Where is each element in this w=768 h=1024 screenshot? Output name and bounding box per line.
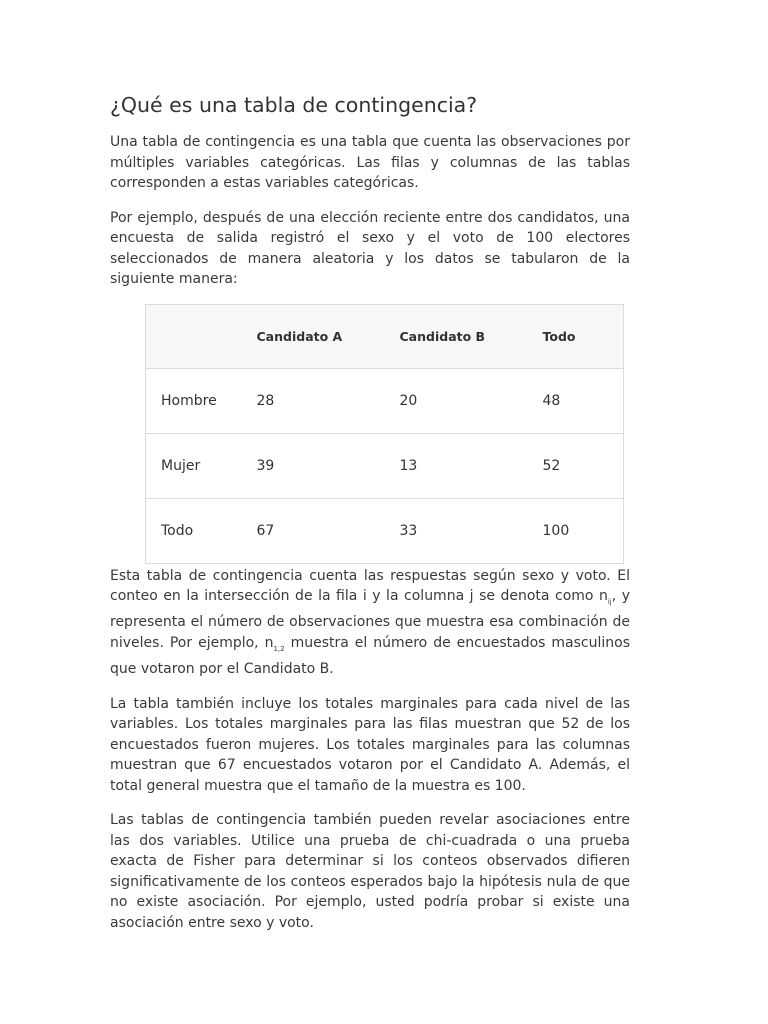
table-header-cell [146,304,257,368]
table-row-label: Mujer [146,433,257,498]
table-header-cell: Todo [543,304,624,368]
explanation-text-c: muestra el número de encuestados masculinos que votaron por el Candidato B. [110,634,630,678]
table-row-label: Todo [146,498,257,563]
paragraph-marginal-totals: La tabla también incluye los totales marginales para cada nivel de las variables. Los totales marginales para las filas muestran que 52 de los encuestados fueron mujeres. Los totales marginales para las columnas muestran que 67 encuestados votaron por el Candidato A. Además, el total general muestra que el tamaño de la muestra es 100. [110,695,630,794]
page-title: ¿Qué es una tabla de contingencia? [110,93,478,117]
table-row [146,433,624,498]
table-cell: 52 [543,433,624,498]
table-cell: 100 [543,498,624,563]
table-header-cell: Candidato B [400,304,543,368]
paragraph-intro: Una tabla de contingencia es una tabla que cuenta las observaciones por múltiples variables categóricas. Las filas y columnas de las tablas corresponden a estas variables categóricas. [110,134,630,191]
explanation-text-b: , y representa el número de observaciones que muestra esa combinación de niveles. Por ejemplo, n [110,588,630,651]
table-cell: 13 [400,433,543,498]
contingency-table-wrapper [145,304,623,564]
paragraph-explanation [110,566,630,680]
subscript-ij: ij [607,597,612,606]
table-row-label: Hombre [146,368,257,433]
table-cell: 33 [400,498,543,563]
table-cell: 20 [400,368,543,433]
table-cell: 39 [257,433,400,498]
table-cell: 67 [257,498,400,563]
subscript-12: 1,2 [273,644,285,653]
article-content [110,90,630,947]
paragraph-example: Por ejemplo, después de una elección reciente entre dos candidatos, una encuesta de salida registró el sexo y el voto de 100 electores seleccionados de manera aleatoria y los datos se tabularon de la siguiente manera: [110,209,630,287]
table-row [146,368,624,433]
table-cell: 48 [543,368,624,433]
contingency-table [145,304,624,564]
paragraph-associations: Las tablas de contingencia también pueden revelar asociaciones entre las dos variables. Utilice una prueba de chi-cuadrada o una prueba exacta de Fisher para determinar si los conteos observados difieren significativamente de los conteos esperados bajo la hipótesis nula de que no existe asociación. Por ejemplo, usted podría probar si existe una asociación entre sexo y voto. [110,812,630,931]
explanation-text-a: Esta tabla de contingencia cuenta las respuestas según sexo y voto. El conteo en la intersección de la fila i y la columna j se denota como n [110,567,630,604]
table-row [146,498,624,563]
table-header-row [146,304,624,368]
table-cell: 28 [257,368,400,433]
table-header-cell: Candidato A [257,304,400,368]
